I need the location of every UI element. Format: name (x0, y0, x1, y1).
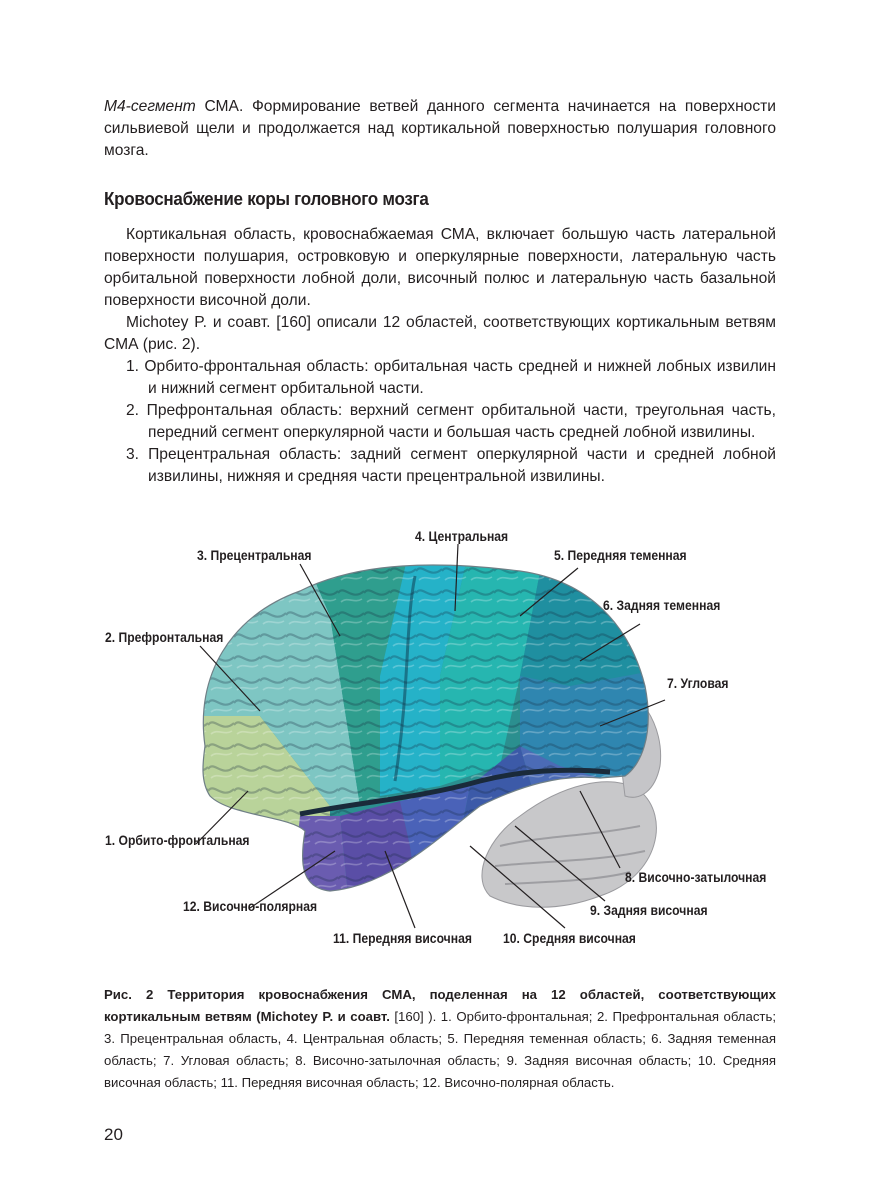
page-number: 20 (104, 1125, 123, 1144)
caption-title: Рис. 2 Территория кровоснабжения СМА, поделенная на 12 областей, соответствующих кортикальным ветвям (Michotey P. и соавт. (104, 987, 776, 1024)
section-heading: Кровоснабжение коры головного мозга (104, 188, 429, 209)
label-anterior-temporal: 11. Передняя височная (333, 931, 472, 946)
paragraph-cortical-area: Кортикальная область, кровоснабжаемая СМА, включает большую часть латеральной поверхности полушария, островковую и оперкулярные поверхности, латеральную часть орбитальной поверхности лобной доли, височный полюс и латеральную часть базальной поверхности височной доли. (104, 226, 776, 309)
paragraph-michotey: Michotey P. и соавт. [160] описали 12 областей, соответствующих кортикальным ветвям СМА (рис. 2). (104, 314, 776, 353)
brain-figure (0, 516, 880, 966)
page-body (104, 96, 776, 488)
list-item: 3. Прецентральная область: задний сегмент оперкулярной части и средней лобной извилины, нижняя и средняя части прецентральной извилины. (126, 446, 776, 485)
intro-text: СМА. Формирование ветвей данного сегмента начинается на поверхности сильвиевой щели и продолжается над кортикальной поверхностью полушария головного мозга. (104, 98, 776, 159)
label-temporal-polar: 12. Височно-полярная (183, 899, 318, 914)
caption-text: [160] ). 1. Орбито-фронтальная; 2. Префронтальная область; 3. Прецентральная область, 4. Центральная область; 5. Передняя теменная область; 6. Задняя теменная область; 7. Угловая область; 8. Височно-затылочная область; 9. Задняя височная область; 10. Средняя височная область; 11. Передняя височная область; 12. Височно-полярная область. (104, 1009, 776, 1090)
label-posterior-parietal: 6. Задняя теменная (603, 598, 721, 613)
list-item: 1. Орбито-фронтальная область: орбитальная часть средней и нижней лобных извилин и нижний сегмент орбитальной части. (126, 358, 776, 397)
figure-caption (104, 984, 776, 1094)
label-precentral: 3. Прецентральная (197, 548, 312, 563)
label-posterior-temporal: 9. Задняя височная (590, 903, 708, 918)
intro-paragraph (104, 96, 776, 162)
list-item: 2. Префронтальная область: верхний сегмент орбитальной части, треугольная часть, передний сегмент оперкулярной части и большая часть средней лобной извилины. (126, 402, 776, 441)
label-central: 4. Центральная (415, 529, 509, 544)
label-middle-temporal: 10. Средняя височная (503, 931, 636, 946)
label-angular: 7. Угловая (667, 676, 729, 691)
segment-name: M4-сегмент (104, 98, 196, 115)
label-temporo-occipital: 8. Височно-затылочная (625, 870, 767, 885)
label-orbito-frontal: 1. Орбито-фронтальная (105, 833, 250, 848)
label-prefrontal: 2. Префронтальная (105, 630, 224, 645)
brain-illustration (0, 516, 880, 966)
label-anterior-parietal: 5. Передняя теменная (554, 548, 687, 563)
